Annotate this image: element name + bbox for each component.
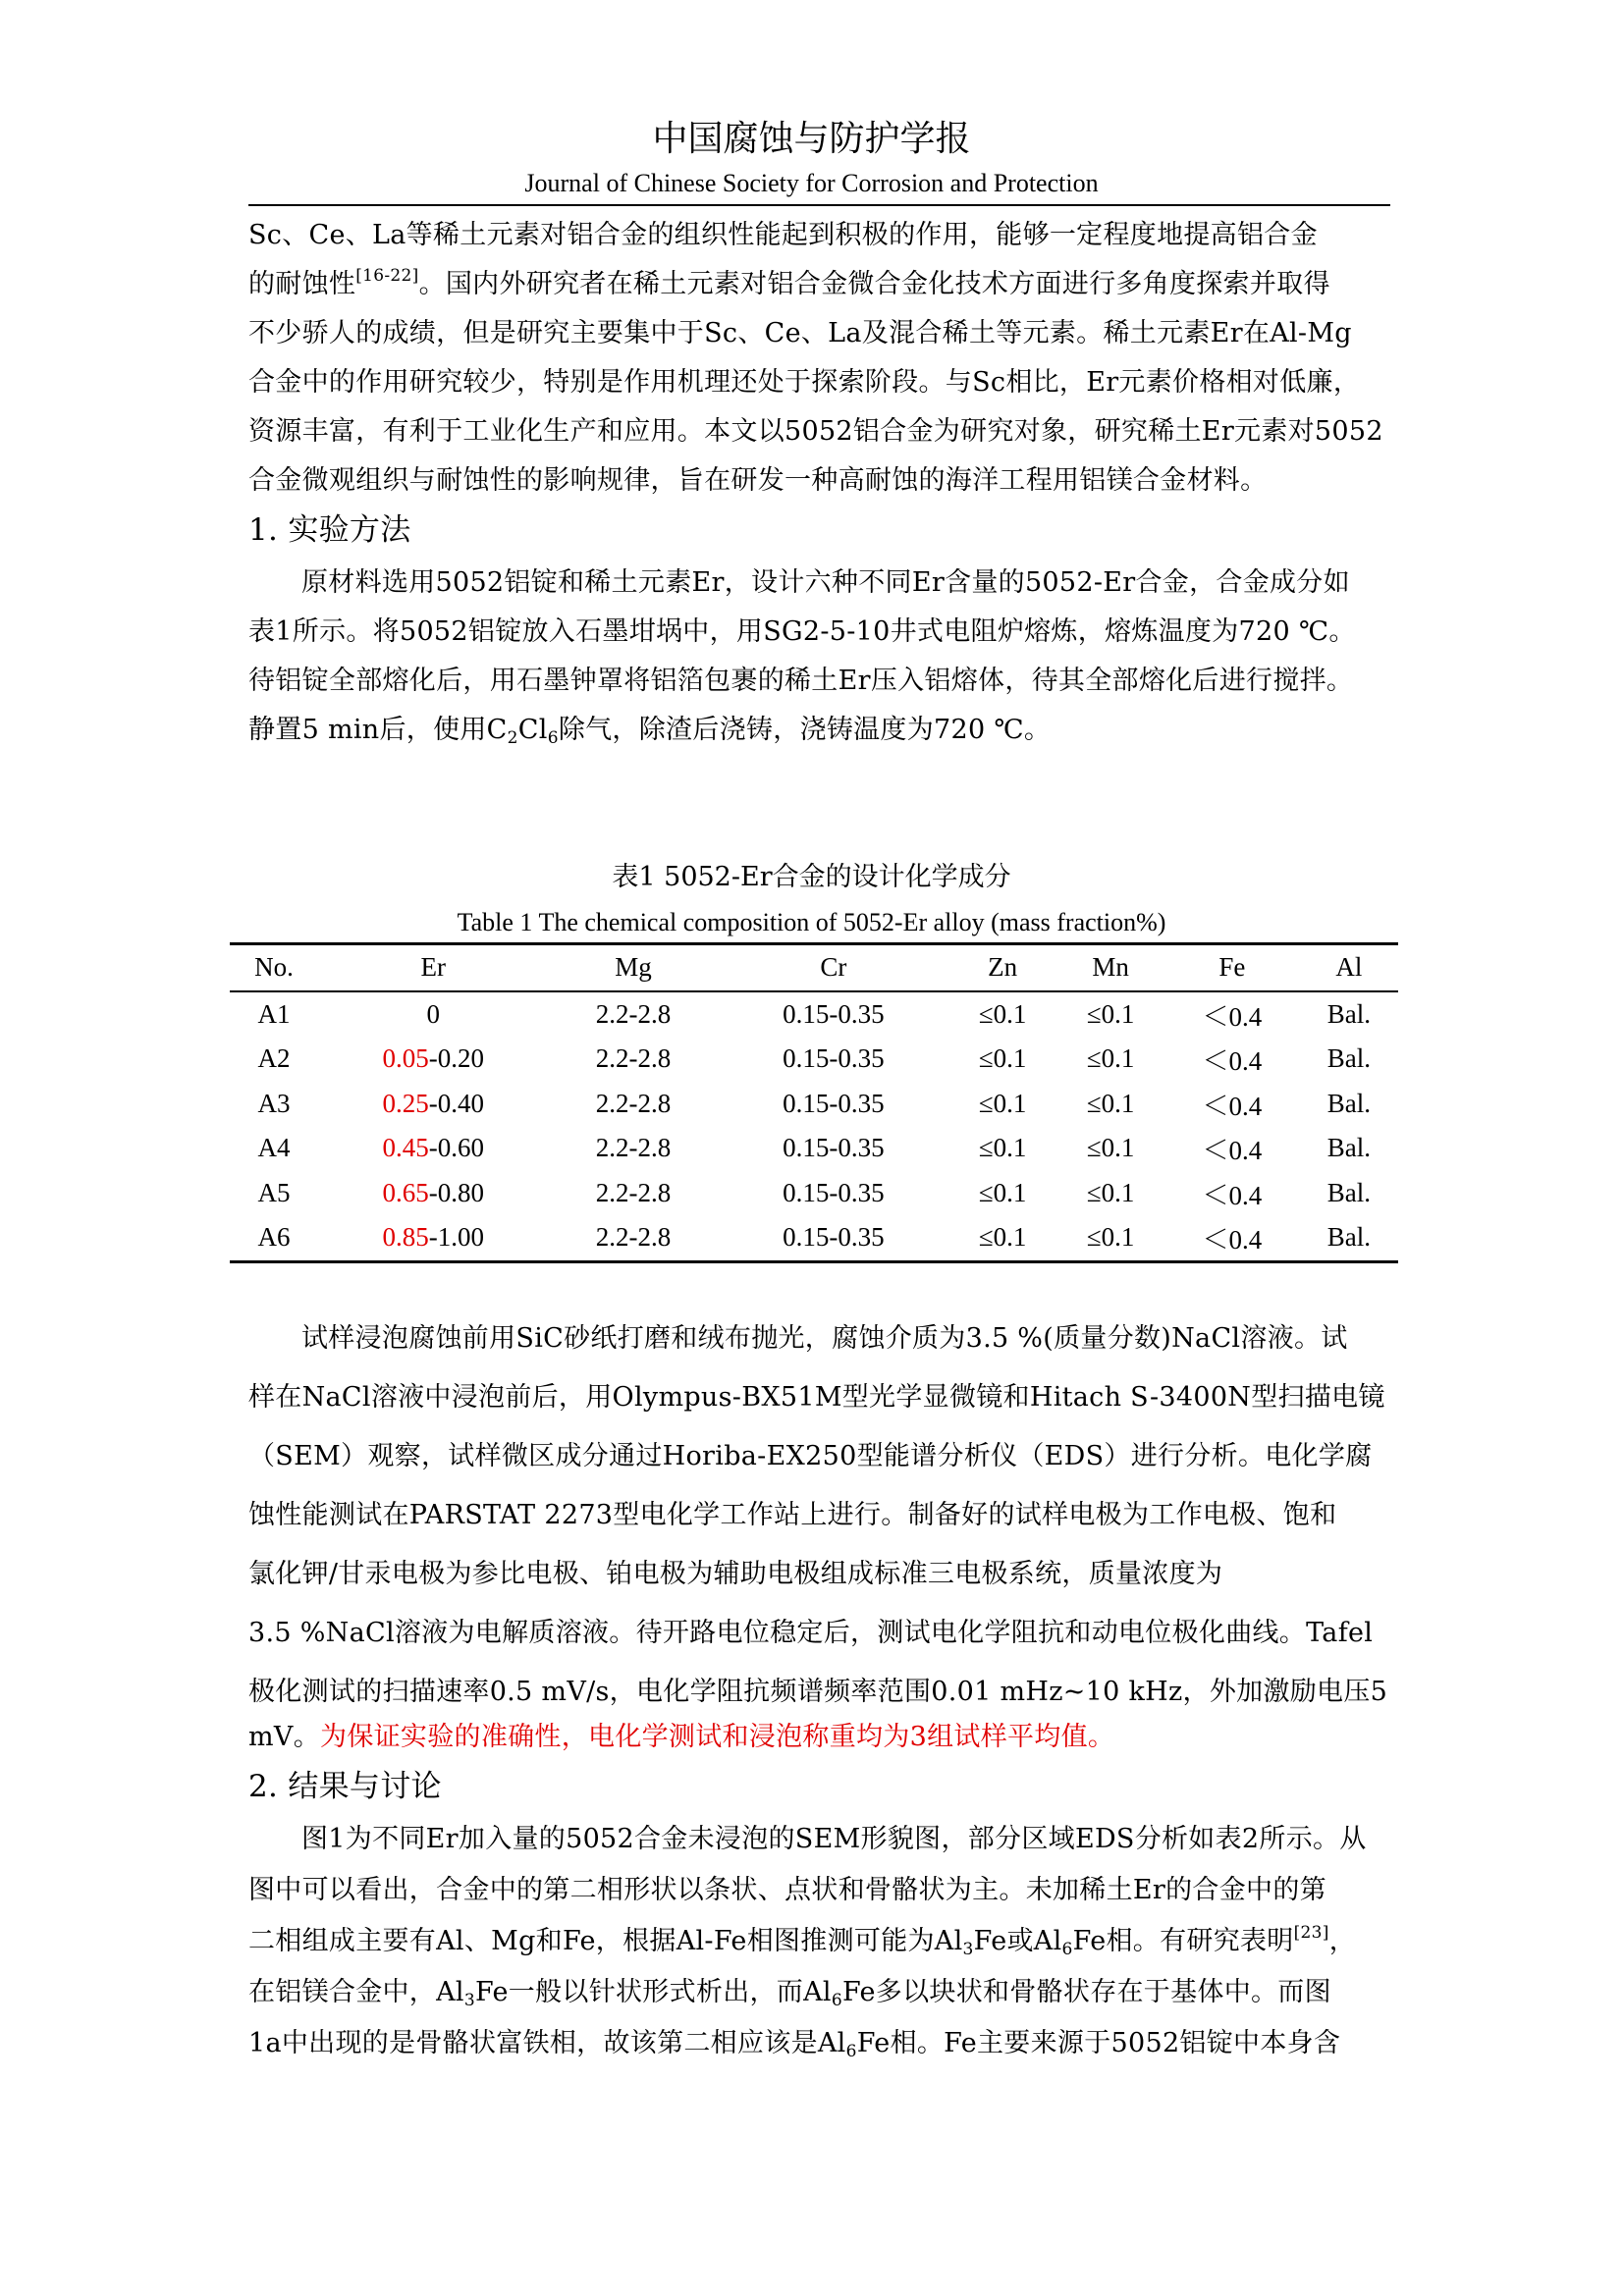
cell-mg: 2.2-2.8 — [595, 1133, 672, 1163]
cell-mn: ≤0.1 — [1086, 1177, 1135, 1207]
cell-er: 0 — [426, 998, 440, 1029]
body-line: 表1所示。将5052铝锭放入石墨坩埚中，用SG2-5-10井式电阻炉熔炼，熔炼温度为720 ℃。 — [248, 616, 1356, 647]
column-header: Fe — [1164, 944, 1300, 991]
cell-mn: ≤0.1 — [1056, 1215, 1164, 1261]
body-line: 试样浸泡腐蚀前用SiC砂纸打磨和绒布抛光，腐蚀介质为3.5 %(质量分数)NaCl溶液。试 — [301, 1323, 1348, 1354]
cell-mn: ≤0.1 — [1086, 1043, 1135, 1074]
cell-fe: ＜0.4 — [1202, 1001, 1263, 1032]
body-line: 极化测试的扫描速率0.5 mV/s，电化学阻抗频谱频率范围0.01 mHz~10 kHz，外加激励电压5 — [248, 1677, 1388, 1707]
cell-al: Bal. — [1300, 1215, 1398, 1261]
table-row — [230, 1215, 1398, 1261]
body-line: 3.5 %NaCl溶液为电解质溶液。待开路电位稳定后，测试电化学阻抗和动电位极化曲线。Tafel — [248, 1618, 1374, 1648]
citation: [23] — [1293, 1923, 1329, 1943]
cell-no: A3 — [257, 1088, 291, 1118]
table-row — [230, 1126, 1398, 1171]
body-line: Sc、Ce、La等稀土元素对铝合金的组织性能起到积极的作用，能够一定程度地提高铝合金 — [248, 220, 1318, 250]
column-header: Mn — [1056, 944, 1164, 991]
body-line: 1a中出现的是骨骼状富铁相，故该第二相应该是$Al_6Fe$相。Fe主要来源于5052铝锭中本身含 — [248, 2028, 1341, 2061]
cell-cr: 0.15-0.35 — [719, 1215, 948, 1261]
cell-al: Bal. — [1326, 1177, 1371, 1207]
cell-cr: 0.15-0.35 — [783, 1043, 885, 1074]
body-line: 合金微观组织与耐蚀性的影响规律，旨在研发一种高耐蚀的海洋工程用铝镁合金材料。 — [248, 465, 1268, 496]
cell-cr: 0.15-0.35 — [783, 1088, 885, 1118]
cell-zn: ≤0.1 — [978, 998, 1027, 1029]
body-line: 图1为不同Er加入量的5052合金未浸泡的SEM形貌图，部分区域EDS分析如表2所示。从 — [301, 1824, 1367, 1854]
table-header-row — [230, 944, 1398, 991]
cell-fe: ＜0.4 — [1202, 1046, 1263, 1077]
cell-mg: 2.2-2.8 — [548, 1215, 718, 1261]
cell-mg: 2.2-2.8 — [595, 1177, 672, 1207]
cell-al: Bal. — [1326, 1088, 1371, 1118]
cell-zn: ≤0.1 — [978, 1133, 1027, 1163]
body-line: 蚀性能测试在PARSTAT 2273型电化学工作站上进行。制备好的试样电极为工作电极、饱和 — [248, 1500, 1337, 1530]
cell-mg: 2.2-2.8 — [595, 998, 672, 1029]
table-caption-cn: 表1 5052-Er合金的设计化学成分 — [612, 862, 1011, 892]
cell-zn: ≤0.1 — [978, 1177, 1027, 1207]
body-line: 氯化钾/甘汞电极为参比电极、铂电极为辅助电极组成标准三电极系统，质量浓度为 — [248, 1559, 1223, 1589]
cell-mg: 2.2-2.8 — [595, 1088, 672, 1118]
body-line: 待铝锭全部熔化后，用石墨钟罩将铝箔包裹的稀土Er压入铝熔体，待其全部熔化后进行搅拌。 — [248, 666, 1354, 696]
body-line: 样在NaCl溶液中浸泡前后，用Olympus-BX51M型光学显微镜和Hitach S-3400N型扫描电镜 — [248, 1382, 1385, 1413]
body-line: 不少骄人的成绩，但是研究主要集中于Sc、Ce、La及混合稀土等元素。稀土元素Er在Al-Mg — [248, 318, 1352, 348]
body-line: 合金中的作用研究较少，特别是作用机理还处于探索阶段。与Sc相比，Er元素价格相对低廉， — [248, 367, 1361, 398]
cell-er: 0.05-0.20 — [382, 1043, 484, 1074]
cell-er: 0.45-0.60 — [382, 1133, 484, 1163]
cell-fe: ＜0.4 — [1202, 1136, 1263, 1166]
cell-mn: ≤0.1 — [1086, 1088, 1135, 1118]
section-heading: 1. 实验方法 — [248, 512, 411, 548]
cell-al: Bal. — [1326, 998, 1371, 1029]
table-row — [230, 1037, 1398, 1082]
cell-er: 0.85-1.00 — [318, 1215, 548, 1261]
column-header: No. — [230, 944, 318, 991]
table-row — [230, 1082, 1398, 1127]
column-header: Mg — [548, 944, 718, 991]
body-line: 资源丰富，有利于工业化生产和应用。本文以5052铝合金为研究对象，研究稀土Er元素对5052 — [248, 416, 1383, 447]
body-line: mV。为保证实验的准确性，电化学测试和浸泡称重均为3组试样平均值。 — [248, 1722, 1115, 1752]
table-row — [230, 991, 1398, 1038]
column-header: Al — [1300, 944, 1398, 991]
composition-table — [230, 942, 1398, 1263]
body-line: 的耐蚀性[16-22]。国内外研究者在稀土元素对铝合金微合金化技术方面进行多角度探索并取得 — [248, 266, 1330, 299]
cell-fe: ＜0.4 — [1202, 1180, 1263, 1210]
cell-no: A2 — [257, 1043, 291, 1074]
cell-er: 0.65-0.80 — [382, 1177, 484, 1207]
cell-mn: ≤0.1 — [1086, 998, 1135, 1029]
cell-al: Bal. — [1326, 1043, 1371, 1074]
cell-cr: 0.15-0.35 — [783, 1177, 885, 1207]
column-header: Er — [318, 944, 548, 991]
column-header: Cr — [719, 944, 948, 991]
cell-no: A1 — [257, 998, 291, 1029]
cell-mn: ≤0.1 — [1086, 1133, 1135, 1163]
cell-mg: 2.2-2.8 — [595, 1043, 672, 1074]
cell-fe: ＜0.4 — [1164, 1215, 1300, 1261]
journal-title-cn: 中国腐蚀与防护学报 — [652, 119, 971, 159]
body-line: 图中可以看出，合金中的第二相形状以条状、点状和骨骼状为主。未加稀土Er的合金中的第 — [248, 1875, 1326, 1905]
table-caption-en: Table 1 The chemical composition of 5052-Er alloy (mass fraction%) — [457, 908, 1166, 936]
cell-zn: ≤0.1 — [978, 1043, 1027, 1074]
body-line: 原材料选用5052铝锭和稀土元素Er，设计六种不同Er含量的5052-Er合金，合金成分如 — [301, 567, 1350, 598]
body-line: 在铝镁合金中，$Al_3Fe$一般以针状形式析出，而$Al_6Fe$多以块状和骨骼状存在于基体中。而图 — [248, 1977, 1331, 2010]
highlighted-note: 为保证实验的准确性，电化学测试和浸泡称重均为3组试样平均值。 — [320, 1722, 1115, 1752]
cell-fe: ＜0.4 — [1202, 1091, 1263, 1121]
cell-al: Bal. — [1326, 1133, 1371, 1163]
section-heading: 2. 结果与讨论 — [248, 1769, 442, 1804]
column-header: Zn — [948, 944, 1056, 991]
cell-er: 0.25-0.40 — [382, 1088, 484, 1118]
body-line: 二相组成主要有Al、Mg和Fe，根据Al-Fe相图推测可能为$Al_3Fe$或$Al_6Fe$相。有研究表明[23]， — [248, 1923, 1357, 1959]
cell-cr: 0.15-0.35 — [783, 1133, 885, 1163]
cell-cr: 0.15-0.35 — [783, 998, 885, 1029]
cell-no: A6 — [230, 1215, 318, 1261]
cell-zn: ≤0.1 — [948, 1215, 1056, 1261]
journal-title-en: Journal of Chinese Society for Corrosion and Protection — [524, 169, 1099, 197]
header-rule — [248, 204, 1390, 206]
cell-no: A4 — [257, 1133, 291, 1163]
cell-zn: ≤0.1 — [978, 1088, 1027, 1118]
citation: [16-22] — [355, 266, 419, 286]
body-line: （SEM）观察，试样微区成分通过Horiba-EX250型能谱分析仪（EDS）进行分析。电化学腐 — [248, 1441, 1373, 1471]
cell-no: A5 — [257, 1177, 291, 1207]
table-row — [230, 1171, 1398, 1216]
body-line: 静置5 min后，使用$C_2Cl_6$除气，除渣后浇铸，浇铸温度为720 ℃。 — [248, 715, 1052, 748]
